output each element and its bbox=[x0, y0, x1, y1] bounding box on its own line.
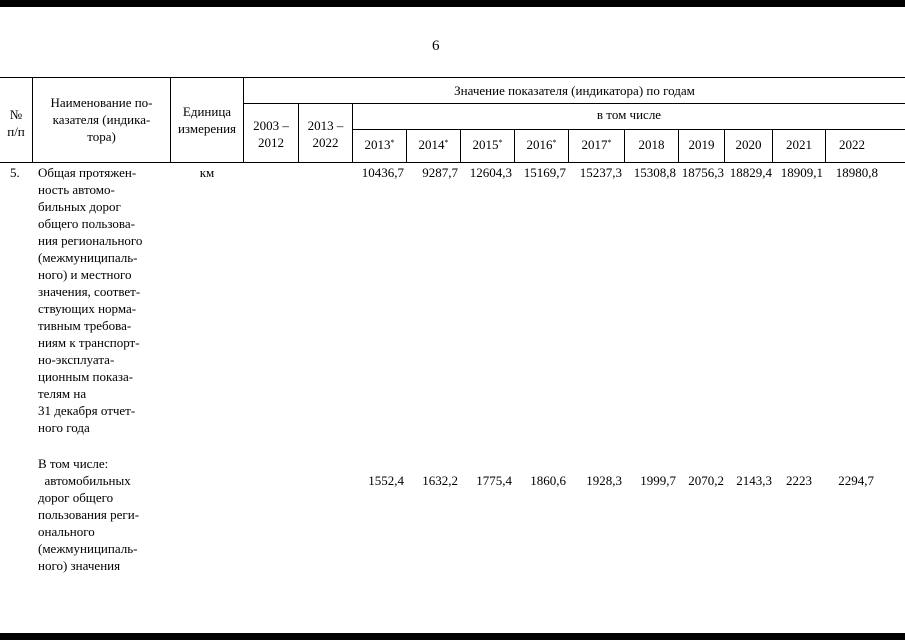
row-1-value-2021: 18909,1 bbox=[780, 165, 823, 180]
table-top-line bbox=[0, 77, 905, 78]
row-2-value-2022: 2294,7 bbox=[838, 473, 874, 488]
year-2019: 2019 bbox=[688, 137, 715, 152]
table-line-sub2 bbox=[352, 129, 905, 130]
header-unit: Единица измерения bbox=[177, 104, 237, 136]
row-1-value-2019: 18756,3 bbox=[681, 165, 724, 180]
header-num: № п/п bbox=[7, 107, 25, 139]
table-line-sub1 bbox=[243, 103, 905, 104]
top-border bbox=[0, 0, 905, 7]
year-2014: 2014* bbox=[418, 137, 449, 152]
bottom-border bbox=[0, 633, 905, 640]
year-2018: 2018 bbox=[638, 137, 665, 152]
row-1-value-2018: 15308,8 bbox=[633, 165, 676, 180]
row-1-num: 5. bbox=[10, 165, 20, 180]
page-number: 6 bbox=[432, 38, 440, 54]
row-2-value-2015: 1775,4 bbox=[476, 473, 512, 488]
row-2-value-2018: 1999,7 bbox=[640, 473, 676, 488]
row-2-value-2021: 2223 bbox=[786, 473, 812, 488]
header-period-2013-2022: 2013 – 2022 bbox=[307, 118, 344, 150]
row-1-value-2017: 15237,3 bbox=[579, 165, 622, 180]
row-1-value-2014: 9287,7 bbox=[422, 165, 458, 180]
header-period-2003-2012: 2003 – 2012 bbox=[253, 118, 289, 150]
table-header-bottom-line bbox=[0, 162, 905, 163]
year-2016: 2016* bbox=[526, 137, 557, 152]
row-2-value-2019: 2070,2 bbox=[688, 473, 724, 488]
row-2-value-2016: 1860,6 bbox=[530, 473, 566, 488]
row-1-value-2015: 12604,3 bbox=[469, 165, 512, 180]
row-2-value-2013: 1552,4 bbox=[368, 473, 404, 488]
row-2-value-2014: 1632,2 bbox=[422, 473, 458, 488]
row-1-value-2013: 10436,7 bbox=[361, 165, 404, 180]
year-2013: 2013* bbox=[364, 137, 395, 152]
header-name: Наименование по- казателя (индика- тора) bbox=[50, 95, 153, 144]
row-1-value-2016: 15169,7 bbox=[523, 165, 566, 180]
header-values-group: Значение показателя (индикатора) по годам bbox=[454, 83, 695, 98]
row-1-value-2020: 18829,4 bbox=[729, 165, 772, 180]
year-2021: 2021 bbox=[786, 137, 812, 152]
year-2017: 2017* bbox=[581, 137, 612, 152]
row-1-name: Общая протяжен- ность автомо- бильных дорог общего пользова- ния регионального (межмуниципаль- ного) и местного значения, соответ- ствующих норма- тивным требова- ниям к транспорт- но-эксплуата- ционным показа- телям на 31 декабря отчет- ного года bbox=[38, 165, 143, 435]
row-2-name: автомобильных дорог общего пользования реги- онального (межмуниципаль- ного) значения bbox=[38, 473, 140, 573]
row-1-unit: км bbox=[199, 165, 215, 180]
header-including: в том числе bbox=[596, 107, 662, 122]
year-2022: 2022 bbox=[839, 137, 865, 152]
year-2015: 2015* bbox=[472, 137, 503, 152]
row-1-value-2022: 18980,8 bbox=[835, 165, 878, 180]
row-2-value-2017: 1928,3 bbox=[586, 473, 622, 488]
row-2-value-2020: 2143,3 bbox=[736, 473, 772, 488]
year-2020: 2020 bbox=[735, 137, 762, 152]
row-2-label: В том числе: bbox=[38, 456, 109, 471]
